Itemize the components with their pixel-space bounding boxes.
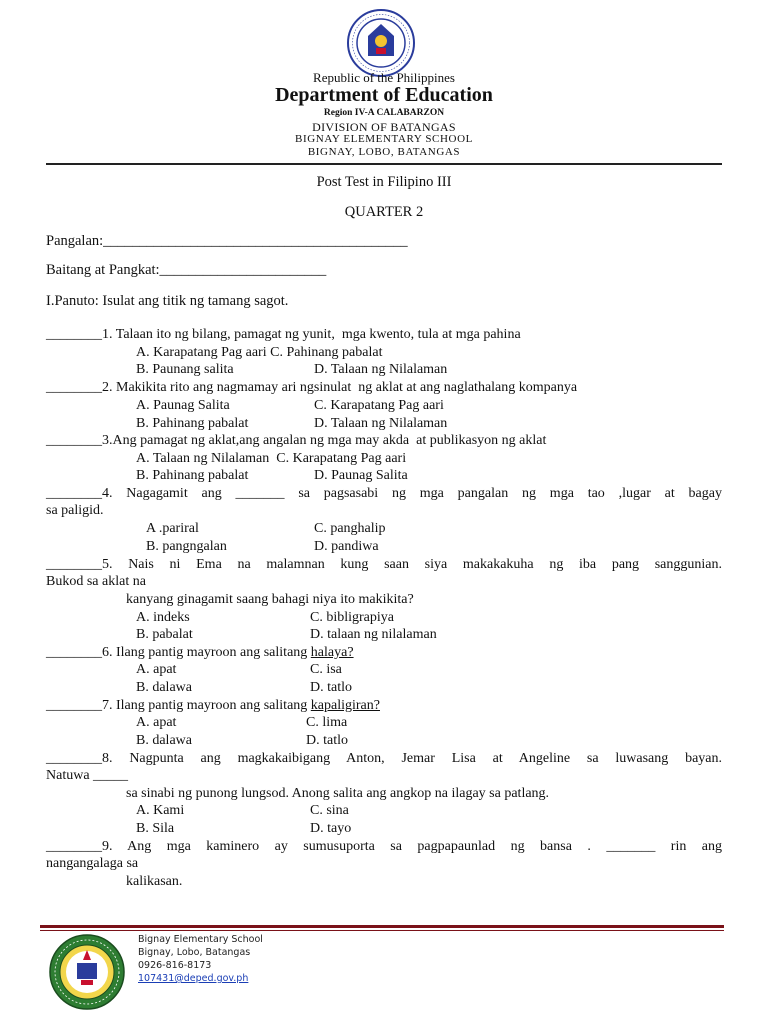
q4-option-d: D. pandiwa [314,539,379,554]
question-8-continued-2: sa sinabi ng punong lungsod. Anong salita ang angkop na ilagay sa patlang. [126,786,550,801]
q8-option-a: A. Kami [136,803,185,818]
question-9-continued-2: kalikasan. [126,874,183,889]
republic-heading: Republic of the Philippines [313,70,455,85]
q3-option-d: D. Paunag Salita [314,468,408,483]
question-1: ________1. Talaan ito ng bilang, pamagat ng yunit, mga kwento, tula at mga pahina [46,327,521,342]
q3-option-b: B. Pahinang pabalat [136,468,249,483]
q7-option-b: B. dalawa [136,733,192,748]
q4-option-b: B. pangngalan [146,539,227,554]
q3-options-row1: A. Talaan ng Nilalaman C. Karapatang Pag aari [136,451,407,466]
question-6-text: ________6. Ilang pantig mayroon ang salitang [46,645,311,660]
question-5: ________5. Nais ni Ema na malamnan kung saan siya makakakuha ng iba pang sanggunian. [46,557,722,572]
grade-section-field: Baitang at Pangkat:_______________________ [46,262,327,278]
deped-seal-icon [346,8,416,78]
question-7 [46,698,380,714]
footer-email-link[interactable]: 107431@deped.gov.ph [138,973,249,984]
q1-option-d: D. Talaan ng Nilalaman [314,362,448,377]
q2-option-b: B. Pahinang pabalat [136,416,249,431]
instructions: I.Panuto: Isulat ang titik ng tamang sagot. [46,293,289,309]
q5-option-c: C. bibligrapiya [310,610,394,625]
q6-option-b: B. dalawa [136,680,192,695]
footer-phone: 0926-816-8173 [138,960,212,971]
test-title: Post Test in Filipino III [316,174,452,190]
footer-school-name: Bignay Elementary School [138,934,263,945]
q7-option-a: A. apat [136,715,177,730]
q4-option-c: C. panghalip [314,521,386,536]
question-3: ________3.Ang pamagat ng aklat,ang angalan ng mga may akda at publikasyon ng aklat [46,433,547,448]
school-line: BIGNAY ELEMENTARY SCHOOL [295,133,473,145]
q5-option-a: A. indeks [136,610,190,625]
q1-options-row1: A. Karapatang Pag aari C. Pahinang pabalat [136,345,383,360]
question-9-continued: nangangalaga sa [46,856,139,871]
q2-option-a: A. Paunag Salita [136,398,230,413]
q8-option-b: B. Sila [136,821,175,836]
name-field: Pangalan:__________________________________________ [46,233,408,249]
question-8: ________8. Nagpunta ang magkakaibigang Anton, Jemar Lisa at Angeline sa luwasang bayan. [46,751,722,766]
q6-option-c: C. isa [310,662,342,677]
q1-option-b: B. Paunang salita [136,362,234,377]
footer-divider [40,925,724,928]
question-6-word: halaya? [310,645,354,660]
question-7-word: kapaligiran? [310,698,380,713]
question-9: ________9. Ang mga kaminero ay sumusuporta sa pagpapaunlad ng bansa . _______ rin ang [46,839,722,854]
question-8-continued: Natuwa _____ [46,768,129,783]
quarter-label: QUARTER 2 [344,204,424,220]
question-5-continued-2: kanyang ginagamit saang bahagi niya ito makikita? [126,592,414,607]
question-4: ________4. Nagagamit ang _______ sa pagsasabi ng mga pangalan ng mga tao ,lugar at bagay [46,486,722,501]
q2-option-d: D. Talaan ng Nilalaman [314,416,448,431]
department-heading: Department of Education [275,84,493,106]
header-divider [46,163,722,165]
question-2: ________2. Makikita rito ang nagmamay ari ngsinulat ng aklat at ang naglathalang kompanya [46,380,578,395]
q6-option-d: D. tatlo [310,680,352,695]
q7-option-c: C. lima [306,715,348,730]
q6-option-a: A. apat [136,662,177,677]
q4-option-a: A .pariral [146,521,199,536]
question-6 [46,645,354,661]
question-5-continued: Bukod sa aklat na [46,574,146,589]
q8-option-c: C. sina [310,803,349,818]
q2-option-c: C. Karapatang Pag aari [314,398,444,413]
q5-option-d: D. talaan ng nilalaman [310,627,437,642]
footer-address: Bignay, Lobo, Batangas [138,947,251,958]
q7-option-d: D. tatlo [306,733,348,748]
q5-option-b: B. pabalat [136,627,193,642]
question-4-continued: sa paligid. [46,503,104,518]
question-7-text: ________7. Ilang pantig mayroon ang salitang [46,698,311,713]
address-line: BIGNAY, LOBO, BATANGAS [307,146,461,158]
region-line: Region IV-A CALABARZON [323,108,445,118]
q8-option-d: D. tayo [310,821,352,836]
footer-divider-thin [40,930,724,931]
school-logo-icon [48,933,126,1011]
division-line: DIVISION OF BATANGAS [312,120,456,134]
